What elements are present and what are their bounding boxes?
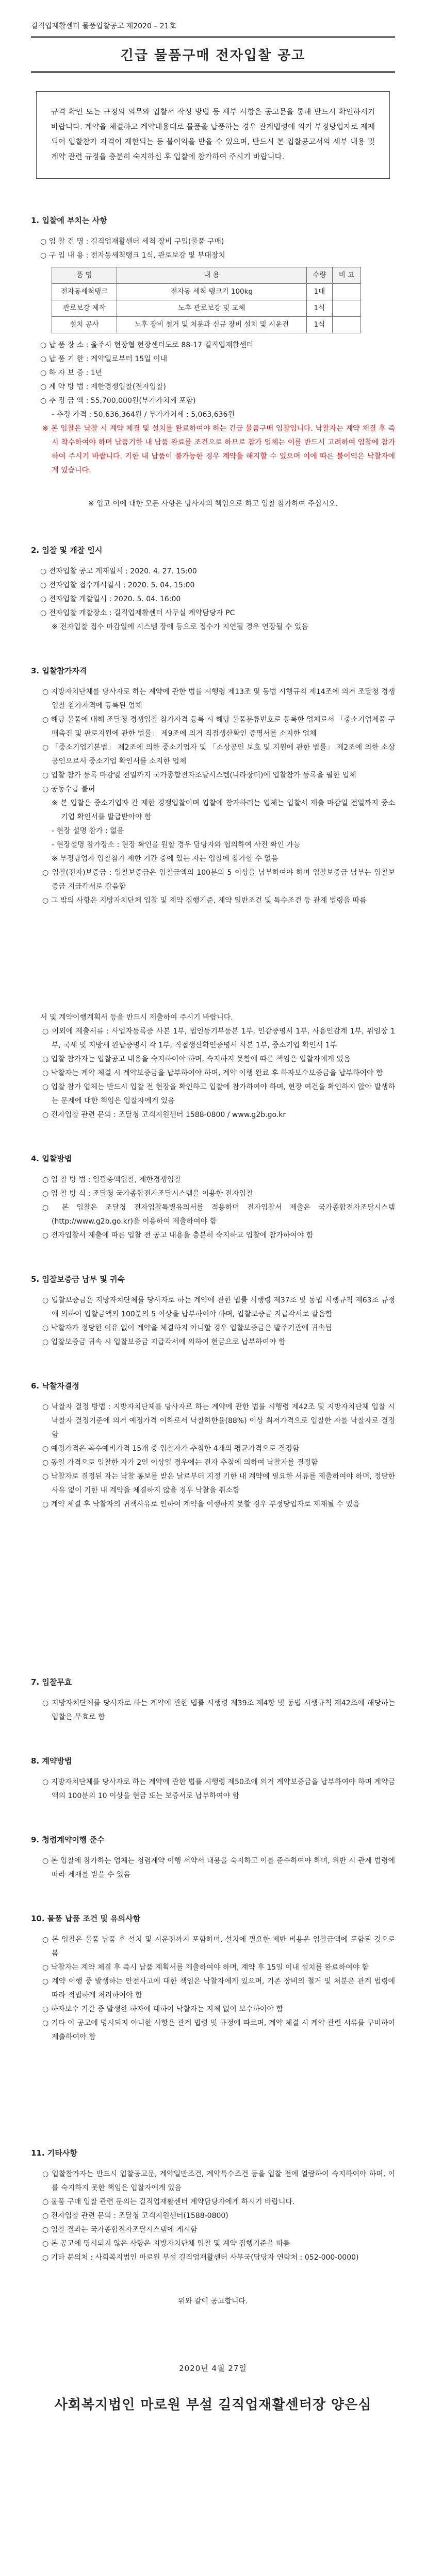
section-bid-method bbox=[31, 1153, 395, 1243]
section-documents bbox=[31, 1011, 395, 1122]
section-title: 4. 입찰방법 bbox=[31, 1154, 72, 1163]
table-cell: 전자동세척탱크 bbox=[52, 284, 117, 300]
estimated-price-detail: - 추정 가격 : 50,636,364원 / 부가가치세 : 5,063,636원 bbox=[52, 411, 235, 419]
section-integrity bbox=[31, 1834, 395, 1882]
delivery-item: ○ 본 입찰은 물품 납품 후 설치 및 시운전까지 포함하며, 설치에 필요한 제반 비용은 입찰금액에 포함된 것으로 봄 bbox=[42, 1936, 395, 1958]
section-title: 11. 기타사항 bbox=[31, 2148, 77, 2158]
items-table bbox=[52, 267, 361, 333]
eligibility-item: ○ 해당 물품에 대해 조달청 경쟁입찰 참가자격 등록 시 해당 물품분류번호로 등록한 업체로서 「중소기업제품 구매촉진 및 판로지원에 관한 법률」 제9조에 의거 직접생산확인 증명서를 소지한 업체 bbox=[42, 716, 395, 738]
col-header: 품 명 bbox=[52, 267, 117, 284]
table-row bbox=[52, 317, 361, 333]
section-bid-items bbox=[31, 215, 395, 509]
eligibility-item: ○ 그 밖의 사항은 지방자치단체 입찰 및 계약 집행기준, 계약 일반조건 및 특수조건 등 관계 법령을 따름 bbox=[42, 896, 367, 905]
award-item: ○ 낙찰자로 결정된 자는 낙찰 통보를 받은 날로부터 지정 기한 내 계약에 필요한 서류를 제출하여야 하며, 정당한 사유 없이 기한 내 계약을 체결하지 않을 경우 낙찰을 취소함 bbox=[42, 1472, 395, 1495]
integrity-item: ○ 본 입찰에 참가하는 업체는 청렴계약 이행 서약서 내용을 숙지하고 이를 준수하여야 하며, 위반 시 관계 법령에 따라 제재를 받을 수 있음 bbox=[42, 1857, 395, 1879]
eligibility-item: ○ 「중소기업기본법」 제2조에 의한 중소기업자 및 「소상공인 보호 및 지원에 관한 법률」 제2조에 의한 소상공인으로서 중소기업 확인서를 소지한 업체 bbox=[42, 743, 395, 766]
delivery-item: ○ 기타 이 공고에 명시되지 아니한 사항은 관계 법령 및 규정에 따르며, 계약 체결 시 계약 관련 서류를 구비하여 제출하여야 함 bbox=[42, 2019, 395, 2041]
documents-head: 서 및 계약이행계획서 등을 반드시 제출하여 주시기 바랍니다. bbox=[40, 1013, 233, 1022]
award-item: ○ 계약 체결 후 낙찰자의 귀책사유로 인하여 계약을 이행하지 못할 경우 부정당업자로 제재될 수 있음 bbox=[42, 1500, 360, 1509]
table-cell bbox=[332, 317, 361, 333]
table-cell: 1대 bbox=[306, 284, 332, 300]
other-item: ○ 전자입찰 관련 문의 : 조달청 고객지원센터(1588-0800) bbox=[42, 2212, 228, 2220]
delivery-deadline: ○ 납 품 기 한 : 계약일로부터 15일 이내 bbox=[40, 355, 168, 363]
table-cell: 1식 bbox=[306, 317, 332, 333]
schedule-note: ※ 전자입찰 접수 마감일에 시스템 장애 등으로 접수가 지연될 경우 연장될 수 있음 bbox=[52, 623, 308, 631]
method-item: ○ 입 찰 방 식 : 조달청 국가종합전자조달시스템을 이용한 전자입찰 bbox=[42, 1190, 253, 1198]
eligibility-sub: - 현장 설명 참가 : 없음 bbox=[52, 827, 124, 835]
eligibility-sub: - 현장설명 참가장소 : 현장 확인을 원할 경우 담당자와 협의하여 사전 확인 가능 bbox=[52, 841, 301, 849]
table-cell: 전자동 세척 탱크기 100kg bbox=[117, 284, 306, 300]
documents-item: ○ 입찰 참가 업체는 반드시 입찰 전 현장을 확인하고 입찰에 참가하여야 하며, 현장 여건을 확인하지 않아 발생하는 문제에 대한 책임은 입찰자에게 있음 bbox=[42, 1083, 395, 1105]
section-title: 6. 낙찰자결정 bbox=[31, 1381, 79, 1391]
other-item: ○ 입찰 결과는 국가종합전자조달시스템에 게시함 bbox=[42, 2226, 198, 2234]
section-footnote: ※ 입고 이에 대한 모든 사항은 당사자의 책임으로 하고 입찰 참가하여 주십시오. bbox=[88, 500, 338, 508]
eligibility-note: ※ 본 입찰은 중소기업자 간 제한 경쟁입찰이며 입찰에 참가하려는 업체는 입찰서 제출 마감일 전일까지 중소기업 확인서를 발급받아야 함 bbox=[52, 799, 395, 821]
schedule-item: ○ 전자입찰 접수개시일시 : 2020. 5. 04. 15:00 bbox=[40, 581, 195, 589]
eligibility-item: ○ 입찰(전자)보증금 : 입찰보증금은 입찰금액의 100분의 5 이상을 납부하여야 하며 입찰보증금 납부는 입찰보증금 지급각서로 갈음함 bbox=[42, 869, 395, 891]
section-title: 9. 청렴계약이행 준수 bbox=[31, 1835, 105, 1844]
section-bid-bond bbox=[31, 1274, 395, 1349]
issuing-organization: 사회복지법인 마로원 부설 길직업재활센터장 양은심 bbox=[54, 2397, 372, 2413]
award-item: ○ 동일 가격으로 입찰한 자가 2인 이상일 경우에는 전자 추첨에 의하여 낙찰자를 결정함 bbox=[42, 1459, 318, 1467]
documents-item: ○ 전자입찰 관련 문의 : 조달청 고객지원센터 1588-0800 / www.g2b.go.kr bbox=[42, 1111, 286, 1119]
section-award bbox=[31, 1380, 395, 1512]
other-item: ○ 입찰참가자는 반드시 입찰공고문, 계약일반조건, 계약특수조건 등을 입찰 전에 열람하여 숙지하여야 하며, 이를 숙지하지 못한 책임은 입찰자에게 있음 bbox=[42, 2170, 395, 2192]
table-row bbox=[52, 300, 361, 317]
section-bid-schedule bbox=[31, 545, 395, 634]
table-cell bbox=[332, 284, 361, 300]
documents-item: ○ 낙찰자는 계약 체결 시 계약보증금을 납부하여야 하며, 계약 이행 완료 후 하자보수보증금을 납부하여야 함 bbox=[42, 1069, 383, 1077]
closing-note: 위와 같이 공고합니다. bbox=[178, 2297, 248, 2306]
eligibility-note: ※ 부정당업자 입찰참가 제한 기간 중에 있는 자는 입찰에 참가할 수 없음 bbox=[52, 855, 278, 863]
table-cell: 설치 공사 bbox=[52, 317, 117, 333]
other-item: ○ 기타 문의처 : 사회복지법인 마로원 부설 길직업재활센터 사무국(담당자 연락처 : 052-000-0000) bbox=[42, 2253, 359, 2262]
eligibility-item: ○ 입찰 참가 등록 마감일 전일까지 국가종합전자조달시스템(나라장터)에 입찰참가 등록을 필한 업체 bbox=[42, 771, 356, 779]
method-item: ○ 전자입찰서 제출에 따른 입찰 전 공고 내용을 충분히 숙지하고 입찰에 참가하여야 함 bbox=[42, 1231, 314, 1240]
section-delivery-conditions bbox=[31, 1913, 395, 2044]
award-item: ○ 낙찰자 결정 방법 : 지방자치단체를 당사자로 하는 계약에 관한 법률 시행령 제42조 및 지방자치단체 입찰 시 낙찰자 결정기준에 의거 예정가격 이하로서 낙찰하한율(88%) 이상 최저가격으로 입찰한 자를 낙찰자로 결정함 bbox=[42, 1403, 395, 1439]
col-header: 수량 bbox=[306, 267, 332, 284]
section-invalid bbox=[31, 1676, 395, 1724]
schedule-item: ○ 전자입찰 개찰장소 : 길직업재활센터 사무실 계약담당자 PC bbox=[40, 609, 235, 617]
other-item: ○ 본 공고에 명시되지 않은 사항은 지방자치단체 입찰 및 계약 집행기준을 따름 bbox=[42, 2240, 290, 2248]
notice-date: 2020년 4월 27일 bbox=[179, 2364, 247, 2373]
table-cell: 노후 관로보강 및 교체 bbox=[117, 300, 306, 317]
method-item: ○ 입 찰 방 법 : 일괄총액입찰, 제한경쟁입찰 bbox=[42, 1176, 181, 1184]
table-cell bbox=[332, 300, 361, 317]
table-cell: 노후 장비 철거 및 처분과 신규 장비 설치 및 시운전 bbox=[117, 317, 306, 333]
bond-item: ○ 입찰보증금은 지방자치단체를 당사자로 하는 계약에 관한 법률 시행령 제37조 및 동법 시행규칙 제63조 규정에 의하여 입찰금액의 100분의 5 이상을 납부하여야 하며, 입찰보증금 지급각서로 갈음함 bbox=[42, 1296, 395, 1318]
bond-item: ○ 입찰보증금 귀속 시 입찰보증금 지급각서에 의하여 현금으로 납부하여야 함 bbox=[42, 1338, 286, 1346]
bid-name: ○ 입 찰 건 명 : 길직업재활센터 세척 장비 구입(물품 구매) bbox=[40, 238, 224, 246]
contract-method: ○ 계 약 방 법 : 제한경쟁입찰(전자입찰) bbox=[40, 383, 166, 391]
warranty: ○ 하 자 보 증 : 1년 bbox=[40, 369, 103, 377]
purchase-content: ○ 구 입 내 용 : 전자동세척탱크 1식, 관로보강 및 부대장치 bbox=[40, 251, 225, 260]
section-title: 7. 입찰무효 bbox=[31, 1677, 72, 1687]
section-title: 8. 계약방법 bbox=[31, 1756, 72, 1766]
schedule-item: ○ 전자입찰 개찰일시 : 2020. 5. 04. 16:00 bbox=[40, 595, 181, 603]
table-cell: 1식 bbox=[306, 300, 332, 317]
section-eligibility bbox=[31, 665, 395, 908]
notice-number: 길직업재활센터 물품입찰공고 제2020 – 21호 bbox=[31, 22, 176, 30]
urgent-notice: ※ 본 입찰은 낙찰 시 계약 체결 및 설치를 완료하여야 하는 긴급 물품구매 입찰입니다. 낙찰자는 계약 체결 후 즉시 착수하여야 하며 납품기한 내 납품 완료를 조건으로 하므로 참가 업체는 이를 반드시 고려하여 입찰에 참가하여 주시기 바랍니다. 기한 내 납품이 불가능한 경우 계약을 해지할 수 있으며 이에 따른 불이익은 낙찰자에게 있습니다. bbox=[42, 425, 395, 474]
section-title: 2. 입찰 및 개찰 일시 bbox=[31, 546, 103, 555]
section-title: 1. 입찰에 부치는 사항 bbox=[31, 216, 107, 225]
contract-item: ○ 지방자치단체를 당사자로 하는 계약에 관한 법률 시행령 제50조에 의거 계약보증금을 납부하여야 하며 계약금액의 100분의 10 이상을 현금 또는 보증서로 납부하여야 함 bbox=[42, 1778, 395, 1800]
documents-item: ○ 이외에 제출서류 : 사업자등록증 사본 1부, 법인등기부등본 1부, 인감증명서 1부, 사용인감계 1부, 위임장 1부, 국세 및 지방세 완납증명서 각 1부, 직접생산확인증명서 사본 1부, 중소기업 확인서 1부 bbox=[42, 1027, 395, 1049]
table-row bbox=[52, 284, 361, 300]
invalid-item: ○ 지방자치단체를 당사자로 하는 계약에 관한 법률 시행령 제39조 제4항 및 동법 시행규칙 제42조에 해당하는 입찰은 무효로 함 bbox=[42, 1699, 395, 1721]
delivery-item: ○ 계약 이행 중 발생하는 안전사고에 대한 책임은 낙찰자에게 있으며, 기존 장비의 철거 및 처분은 관계 법령에 따라 적법하게 처리하여야 함 bbox=[42, 1977, 395, 1999]
section-other bbox=[31, 2147, 395, 2265]
delivery-location: ○ 납 품 장 소 : 울주시 현장협 현장센터도로 88-17 길직업재활센터 bbox=[40, 341, 254, 349]
eligibility-item: ○ 공동수급 불허 bbox=[42, 785, 95, 793]
eligibility-item: ○ 지방자치단체를 당사자로 하는 계약에 관한 법률 시행령 제13조 및 동법 시행규칙 제14조에 의거 조달청 경쟁입찰 참가자격에 등록된 업체 bbox=[42, 688, 395, 710]
documents-item: ○ 입찰 참가자는 입찰공고 내용을 숙지하여야 하며, 숙지하지 못함에 따른 책임은 입찰자에게 있음 bbox=[42, 1055, 351, 1063]
section-title: 5. 입찰보증금 납부 및 귀속 bbox=[31, 1275, 125, 1284]
other-item: ○ 물품 구매 입찰 관련 문의는 길직업재활센터 계약담당자에게 하시기 바랍니다. bbox=[42, 2198, 295, 2206]
method-item: ○ 본 입찰은 조달청 전자입찰특별유의서를 적용하며 전자입찰서 제출은 국가종합전자조달시스템(http://www.g2b.go.kr)을 이용하여 제출하여야 함 bbox=[42, 1204, 395, 1226]
document-title: 긴급 물품구매 전자입찰 공고 bbox=[31, 36, 395, 73]
delivery-item: ○ 낙찰자는 계약 체결 후 즉시 납품 계획서를 제출하여야 하며, 계약 후 15일 이내 설치를 완료하여야 함 bbox=[42, 1963, 369, 1972]
col-header: 내 용 bbox=[117, 267, 306, 284]
delivery-item: ○ 하자보수 기간 중 발생한 하자에 대하여 낙찰자는 지체 없이 보수하여야 함 bbox=[42, 2005, 283, 2013]
section-title: 10. 물품 납품 조건 및 유의사항 bbox=[31, 1914, 141, 1923]
intro-notice-box: 규격 확인 또는 규정의 의무와 입찰서 작성 방법 등 세부 사항은 공고문을 통해 반드시 확인하시기 바랍니다. 계약을 체결하고 계약내용대로 물품을 납품하는 경우 관계법령에 의거 부정당업자로 제재되어 입찰참가 자격이 제한되는 등 불이익을 받을 수 있으며, 반드시 본 입찰공고서의 세부 내용 및 계약 관련 규정을 충분히 숙지하신 후 입찰에 참가하여 주시기 바랍니다. bbox=[36, 91, 390, 179]
schedule-item: ○ 전자입찰 공고 게재일시 : 2020. 4. 27. 15:00 bbox=[40, 567, 197, 575]
estimated-amount: ○ 추 정 금 액 : 55,700,000원(부가가치세 포함) bbox=[40, 397, 196, 405]
bond-item: ○ 낙찰자가 정당한 이유 없이 계약을 체결하지 아니할 경우 입찰보증금은 발주기관에 귀속됨 bbox=[42, 1324, 332, 1332]
section-contract bbox=[31, 1755, 395, 1803]
section-title: 3. 입찰참가자격 bbox=[31, 666, 87, 675]
table-cell: 관로보강 제작 bbox=[52, 300, 117, 317]
award-item: ○ 예정가격은 복수예비가격 15개 중 입찰자가 추첨한 4개의 평균가격으로 결정함 bbox=[42, 1445, 300, 1453]
col-header: 비 고 bbox=[332, 267, 361, 284]
table-header-row bbox=[52, 267, 361, 284]
